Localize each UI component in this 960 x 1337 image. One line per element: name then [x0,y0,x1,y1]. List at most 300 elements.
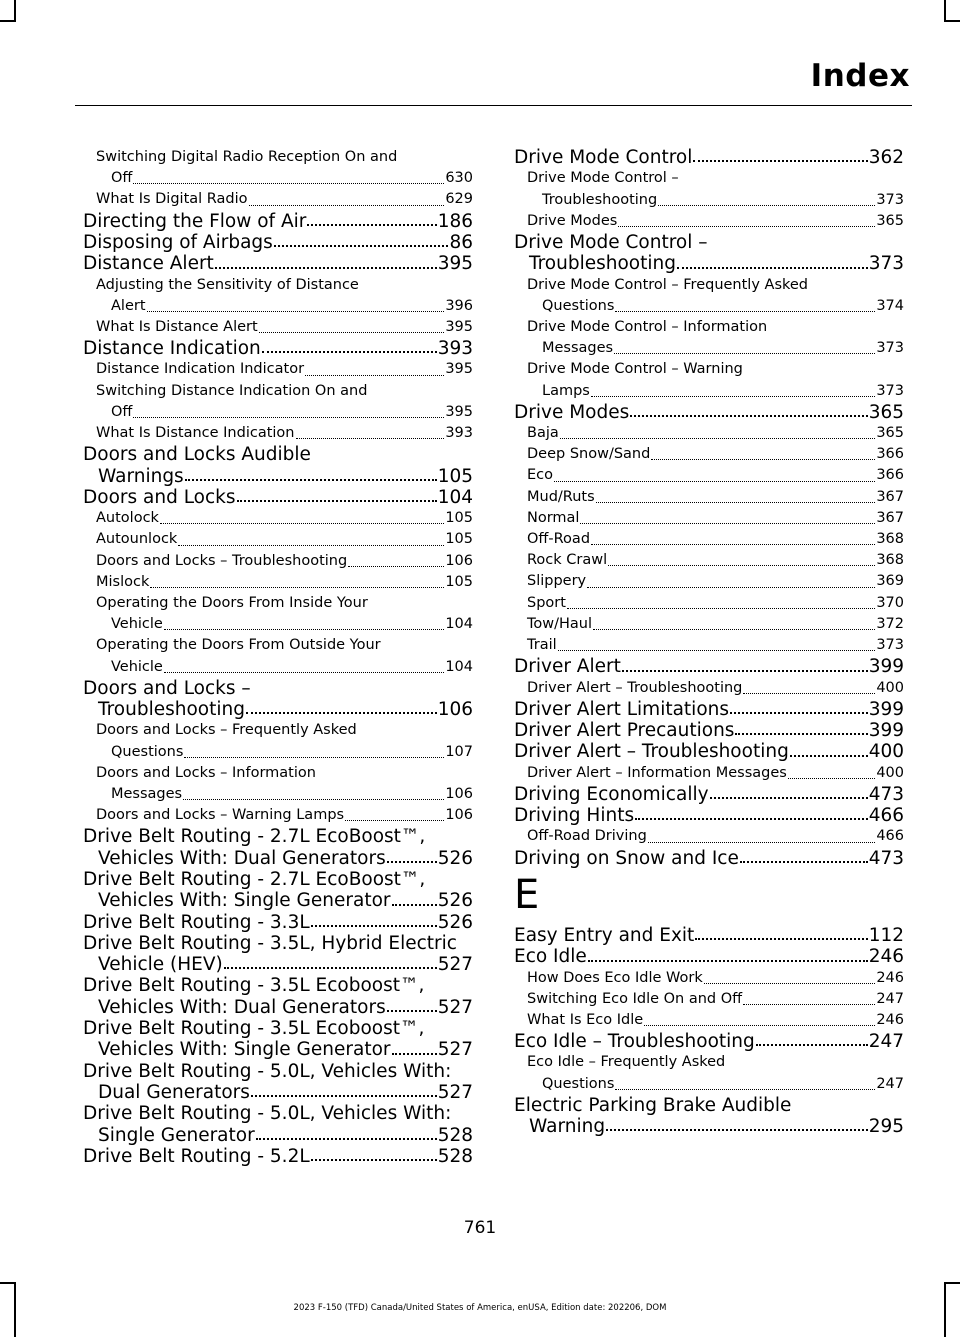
dot-leader [587,587,875,588]
page-ref: 372 [876,615,904,632]
page-ref: 368 [876,552,904,569]
entry-title: What Is Distance Indication [96,425,295,442]
entry-title: Distance Alert [83,253,214,275]
entry-title: Normal [527,509,580,526]
entry-title: Drive Belt Routing - 2.7L EcoBoost™, [83,868,426,890]
page-ref: 373 [876,382,904,399]
entry-title: Off-Road [527,531,591,548]
page-ref: 107 [445,743,473,760]
index-entry [83,444,473,487]
page-ref: 466 [876,828,904,845]
entry-title: What Is Eco Idle [527,1011,644,1028]
entry-title: Rock Crawl [527,552,608,569]
entry-title-continued: Dual Generators [98,1081,250,1103]
index-entry [83,1146,473,1167]
index-column-left [83,147,473,1167]
dot-leader [392,904,437,906]
entry-title-continued: Vehicle (HEV) [98,954,223,976]
entry-title: Drive Belt Routing - 5.0L, Vehicles With: [83,1060,452,1082]
dot-leader [710,797,868,799]
crop-mark [0,20,16,22]
page-ref: 105 [445,573,473,590]
entry-title: Driver Alert – Information Messages [527,764,787,781]
entry-continuation [96,742,473,763]
index-entry [514,784,904,805]
entry-title: Switching Eco Idle On and Off [527,990,743,1007]
dot-leader [614,353,875,354]
entry-continuation [96,402,473,423]
page-ref: 86 [449,231,473,253]
entry-continuation [83,1125,473,1146]
index-subentry [83,529,473,550]
index-subentry [83,147,473,189]
dot-leader [606,1129,868,1131]
page-title: Index [810,58,910,94]
page-ref: 373 [876,340,904,357]
page-ref: 373 [868,253,904,275]
entry-title: Operating the Doors From Outside Your [96,637,381,654]
entry-title-continued: Lamps [542,382,590,399]
index-entry [514,925,904,946]
index-subentry [514,508,904,529]
index-subentry [83,508,473,529]
entry-title: Driving Economically [514,783,709,805]
entry-title: Driver Alert – Troubleshooting [527,679,743,696]
entry-title-continued: Off [111,170,133,187]
entry-continuation [83,1082,473,1103]
entry-title: Eco Idle – Troubleshooting [514,1031,755,1053]
dot-leader [311,1159,437,1161]
page-ref: 105 [445,531,473,548]
dot-leader [237,500,437,502]
entry-title: Drive Belt Routing - 3.5L Ecoboost™, [83,975,425,997]
page-ref: 368 [876,531,904,548]
dot-leader [249,205,445,206]
index-subentry [514,550,904,571]
page-ref: 105 [445,510,473,527]
dot-leader [150,587,444,588]
dot-leader [608,565,875,566]
page-ref: 473 [868,783,904,805]
index-subentry [514,168,904,210]
dot-leader [387,861,437,863]
page-ref: 526 [437,890,473,912]
index-entry [514,741,904,762]
index-entry [83,933,473,976]
entry-continuation [96,168,473,189]
entry-title: Tow/Haul [527,615,593,632]
entry-title: Baja [527,425,559,442]
entry-title: How Does Eco Idle Work [527,969,703,986]
entry-title: Drive Belt Routing - 5.2L [83,1145,310,1167]
entry-title: Distance Indication Indicator [96,361,305,378]
dot-leader [588,960,868,962]
page-ref: 105 [437,465,473,487]
page-ref: 527 [437,954,473,976]
index-column-right [514,147,904,1137]
entry-title: Electric Parking Brake Audible [514,1094,792,1116]
dot-leader [296,438,445,439]
entry-title: Switching Distance Indication On and [96,382,368,399]
entry-continuation [96,784,473,805]
entry-continuation [83,699,473,720]
entry-title-continued: Vehicles With: Dual Generators [98,847,386,869]
page-ref: 527 [437,996,473,1018]
entry-title: Drive Mode Control – Warning [527,361,743,378]
index-entry [514,946,904,967]
index-subentry [83,359,473,380]
entry-continuation [83,1039,473,1060]
entry-continuation [527,1074,904,1095]
index-entry [514,402,904,423]
dot-leader [756,1044,868,1046]
index-entry [83,253,473,274]
entry-title: Doors and Locks Audible [83,444,311,466]
entry-title: Driving Hints [514,805,635,827]
entry-title-continued: Vehicle [111,616,163,633]
page-ref: 365 [868,401,904,423]
entry-title: Directing the Flow of Air [83,210,307,232]
page-ref: 528 [437,1124,473,1146]
entry-title: Autounlock [96,531,178,548]
page-ref: 104 [445,658,473,675]
entry-title: Drive Modes [514,401,630,423]
dot-leader [246,712,437,714]
entry-title: Driver Alert – Troubleshooting [514,741,789,763]
page-ref: 112 [868,924,904,946]
entry-title-continued: Questions [542,1075,615,1092]
page-ref: 362 [868,147,904,168]
entry-continuation [514,1116,904,1137]
dot-leader [704,983,876,984]
entry-title-continued: Messages [111,785,183,802]
dot-leader [387,1010,437,1012]
page-ref: 395 [437,253,473,275]
entry-title: Doors and Locks [83,486,236,508]
page-ref: 396 [445,297,473,314]
header-rule [75,105,912,106]
index-subentry [83,720,473,762]
index-entry [83,1061,473,1104]
page-ref: 106 [437,699,473,721]
page-ref: 393 [437,338,473,360]
page-ref: 395 [445,318,473,335]
page-ref: 247 [876,990,904,1007]
page-ref: 473 [868,847,904,869]
dot-leader [185,479,437,481]
entry-title-continued: Alert [111,297,146,314]
index-entry [514,147,904,168]
page-ref: 393 [445,425,473,442]
entry-continuation [527,296,904,317]
dot-leader [735,733,867,735]
page-ref: 373 [876,637,904,654]
dot-leader [695,938,867,940]
dot-leader [618,226,875,227]
page-ref: 528 [437,1145,473,1167]
dot-leader [651,459,875,460]
entry-title: Adjusting the Sensitivity of Distance [96,276,359,293]
entry-title: Doors and Locks – Troubleshooting [96,552,348,569]
entry-title: Drive Belt Routing - 5.0L, Vehicles With: [83,1103,452,1125]
entry-title: Eco [527,467,554,484]
index-entry [83,487,473,508]
dot-leader [147,311,445,312]
index-subentry [514,614,904,635]
entry-title: Drive Belt Routing - 3.5L, Hybrid Electric [83,932,457,954]
index-subentry [83,551,473,572]
index-subentry [83,381,473,423]
crop-mark [944,1282,960,1284]
index-entry [514,656,904,677]
dot-leader [693,160,867,162]
entry-title: Drive Mode Control – Information [527,318,768,335]
entry-title-continued: Off [111,403,133,420]
dot-leader [790,755,868,757]
entry-title: Drive Mode Control – [514,231,708,253]
page-ref: 526 [437,847,473,869]
index-entry [83,826,473,869]
index-subentry [514,593,904,614]
entry-title: Mud/Ruts [527,488,595,505]
entry-title: Switching Digital Radio Reception On and [96,149,398,165]
dot-leader [164,672,444,673]
index-entry [514,848,904,869]
entry-title-continued: Vehicles With: Single Generator [98,1039,391,1061]
dot-leader [160,523,444,524]
dot-leader [256,1138,437,1140]
entry-title-continued: Vehicles With: Single Generator [98,890,391,912]
entry-title: Doors and Locks – Warning Lamps [96,807,345,824]
dot-leader [630,415,867,417]
dot-leader [259,332,445,333]
entry-continuation [527,381,904,402]
page-ref: 366 [876,446,904,463]
dot-leader [558,650,876,651]
entry-title: Doors and Locks – [83,677,251,699]
footer-text: 2023 F-150 (TFD) Canada/United States of America, enUSA, Edition date: 202206, DOM [293,1303,667,1313]
page-ref: 466 [868,805,904,827]
index-subentry [83,805,473,826]
entry-title-continued: Single Generator [98,1124,255,1146]
dot-leader [593,629,875,630]
index-entry [83,338,473,359]
page-number: 761 [463,1218,497,1238]
entry-title: What Is Digital Radio [96,191,248,208]
page-ref: 527 [437,1081,473,1103]
index-subentry [514,529,904,550]
page-ref: 365 [876,212,904,229]
dot-leader [133,417,444,418]
dot-leader [164,629,444,630]
crop-mark [944,20,960,22]
page-ref: 366 [876,467,904,484]
dot-leader [184,757,444,758]
entry-title: Sport [527,594,566,611]
dot-leader [311,925,437,927]
index-subentry [83,635,473,677]
page-ref: 247 [876,1075,904,1092]
index-entry [514,1095,904,1138]
crop-mark [944,0,946,20]
index-entry [514,1031,904,1052]
page-ref: 246 [876,1011,904,1028]
dot-leader [567,608,875,609]
page-ref: 374 [876,297,904,314]
entry-continuation [83,954,473,975]
page-ref: 370 [876,594,904,611]
page-ref: 367 [876,488,904,505]
dot-leader [740,861,868,863]
page-ref: 399 [868,720,904,742]
index-entry [83,1103,473,1146]
page-ref: 373 [876,191,904,208]
entry-title: Doors and Locks – Frequently Asked [96,722,357,739]
entry-title: Off-Road Driving [527,828,647,845]
dot-leader [178,545,444,546]
dot-leader [262,351,437,353]
page-ref: 526 [437,911,473,933]
entry-title-continued: Questions [111,743,184,760]
entry-title-continued: Vehicle [111,658,163,675]
entry-title: Mislock [96,573,150,590]
index-subentry [514,678,904,699]
page-ref: 630 [445,170,473,187]
dot-leader [730,712,868,714]
entry-continuation [514,253,904,274]
entry-title-continued: Warning [529,1116,606,1138]
dot-leader [224,967,437,969]
entry-title: Driver Alert Limitations [514,698,729,720]
entry-continuation [527,338,904,359]
entry-title: Slippery [527,573,587,590]
dot-leader [274,245,449,247]
index-entry [514,720,904,741]
dot-leader [554,481,875,482]
index-subentry [514,635,904,656]
entry-title: Operating the Doors From Inside Your [96,594,368,611]
index-subentry [83,423,473,444]
entry-title: Distance Indication [83,338,261,360]
entry-title: Drive Mode Control [514,147,693,168]
dot-leader [658,205,875,206]
index-entry [514,232,904,275]
entry-title-continued: Warnings [98,465,184,487]
entry-title: Disposing of Airbags [83,231,273,253]
entry-title: Drive Belt Routing - 2.7L EcoBoost™, [83,826,426,848]
entry-title: Drive Modes [527,212,618,229]
index-subentry [514,1010,904,1031]
entry-title: Trail [527,637,557,654]
entry-title: What Is Distance Alert [96,318,258,335]
index-subentry [83,275,473,317]
page-ref: 400 [876,764,904,781]
dot-leader [215,267,437,269]
index-entry [83,1018,473,1061]
page-ref: 629 [445,191,473,208]
dot-leader [305,375,444,376]
entry-title: Drive Mode Control – [527,170,679,187]
index-subentry [514,211,904,232]
index-subentry [83,593,473,635]
page-ref: 104 [437,486,473,508]
entry-title: Doors and Locks – Information [96,764,316,781]
index-subentry [83,189,473,210]
page-ref: 400 [876,679,904,696]
index-subentry [514,465,904,486]
dot-leader [183,799,444,800]
entry-title: Drive Belt Routing - 3.3L [83,911,310,933]
page-ref: 247 [868,1031,904,1053]
dot-leader [743,1004,875,1005]
entry-continuation [83,890,473,911]
page-ref: 186 [437,210,473,232]
index-entry [514,699,904,720]
dot-leader [348,566,444,567]
entry-continuation [96,614,473,635]
entry-title: Easy Entry and Exit [514,924,695,946]
page-ref: 395 [445,403,473,420]
dot-leader [580,523,875,524]
dot-leader [345,820,444,821]
dot-leader [788,778,875,779]
dot-leader [591,396,875,397]
index-subentry [514,487,904,508]
index-entry [83,232,473,253]
index-subentry [514,571,904,592]
entry-continuation [96,657,473,678]
index-section-letter: E [514,871,540,918]
entry-continuation [96,296,473,317]
page-ref: 106 [445,552,473,569]
index-subentry [514,317,904,359]
dot-leader [615,311,875,312]
dot-leader [635,818,868,820]
index-subentry [83,317,473,338]
index-subentry [514,968,904,989]
entry-continuation [83,848,473,869]
page-ref: 527 [437,1039,473,1061]
index-subentry [514,1052,904,1094]
page-ref: 395 [445,361,473,378]
dot-leader [251,1095,437,1097]
entry-title-continued: Messages [542,340,614,357]
entry-title: Drive Mode Control – Frequently Asked [527,276,809,293]
entry-title: Drive Belt Routing - 3.5L Ecoboost™, [83,1018,425,1040]
page-ref: 367 [876,509,904,526]
entry-title-continued: Troubleshooting [98,699,245,721]
entry-title: Eco Idle [514,946,587,968]
page-ref: 365 [876,425,904,442]
dot-leader [392,1053,437,1055]
page-ref: 106 [445,785,473,802]
entry-title: Driver Alert [514,656,621,678]
dot-leader [622,670,868,672]
dot-leader [648,842,876,843]
entry-continuation [83,997,473,1018]
dot-leader [560,438,876,439]
entry-title-continued: Troubleshooting [529,253,676,275]
index-subentry [514,763,904,784]
entry-title: Autolock [96,510,159,527]
entry-title-continued: Troubleshooting [542,191,658,208]
index-entry [83,211,473,232]
page-ref: 104 [445,616,473,633]
page-ref: 399 [868,698,904,720]
page-ref: 295 [868,1116,904,1138]
page-ref: 399 [868,656,904,678]
page-ref: 246 [868,946,904,968]
